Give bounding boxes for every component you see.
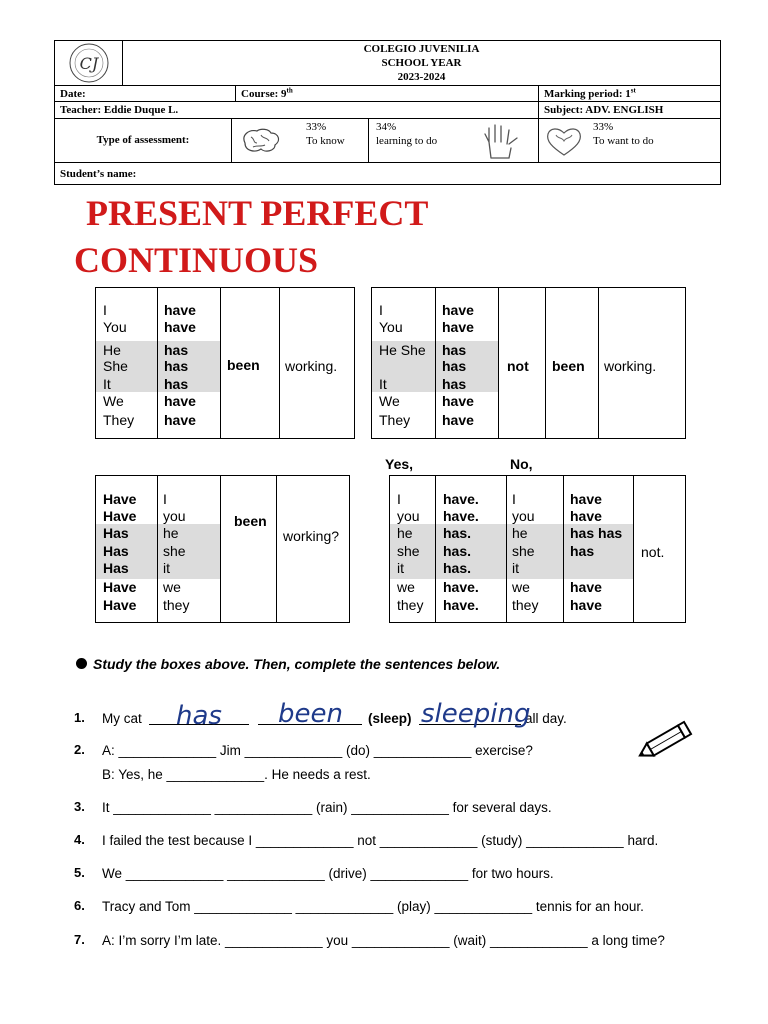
school-header — [54, 40, 721, 185]
subject: They — [103, 412, 135, 428]
yes-subject: it — [397, 560, 404, 576]
auxiliary: Have — [103, 597, 137, 613]
heart-icon — [544, 125, 584, 160]
school-title — [123, 41, 720, 85]
auxiliary: have — [442, 412, 474, 428]
col-divider — [506, 476, 507, 622]
svg-text:CJ: CJ — [79, 54, 99, 73]
subject: He — [103, 342, 121, 358]
no-auxiliary: have — [570, 579, 602, 595]
auxiliary: have — [164, 319, 196, 335]
subject: I — [163, 491, 167, 507]
auxiliary: has — [164, 342, 189, 358]
instruction: Study the boxes above. Then, complete the sentences below. — [76, 656, 500, 672]
hand-icon — [479, 122, 523, 163]
yes-subject: they — [397, 597, 424, 613]
auxiliary: Have — [103, 491, 137, 507]
col-divider — [563, 476, 564, 622]
col-divider — [498, 288, 499, 438]
subject: he — [163, 525, 179, 541]
sentence-1-end: all day. — [525, 711, 567, 726]
subject: She — [103, 358, 128, 374]
course-field: Course: 9th — [235, 86, 538, 101]
col-divider — [157, 288, 158, 438]
verb-working-question: working? — [283, 528, 340, 544]
header-row-teacher — [55, 101, 720, 118]
subject: we — [163, 579, 181, 595]
auxiliary: have — [164, 393, 196, 409]
subject: You — [379, 319, 403, 335]
auxiliary: Have — [103, 508, 137, 524]
subject: They — [379, 412, 411, 428]
want-text: To want to do — [593, 135, 654, 147]
no-label: No, — [510, 456, 533, 472]
no-auxiliary: has has — [570, 525, 623, 541]
been-word: been — [552, 358, 585, 374]
pencil-icon — [634, 718, 696, 769]
subject: it — [163, 560, 170, 576]
yes-subject: he — [397, 525, 413, 541]
date-field: Date: — [60, 88, 86, 100]
yes-auxiliary: has. — [443, 560, 472, 576]
no-subject: you — [512, 508, 535, 524]
no-subject: it — [512, 560, 519, 576]
subject: He She — [379, 342, 426, 358]
subject: I — [103, 302, 107, 318]
assessment-label: Type of assessment: — [96, 134, 190, 146]
no-subject: we — [512, 579, 530, 595]
item-number: 1. — [74, 710, 85, 725]
brain-icon — [239, 127, 281, 158]
col-divider — [157, 476, 158, 622]
subject: she — [163, 543, 186, 559]
subject: We — [379, 393, 400, 409]
verb-hint: (sleep) — [368, 711, 412, 726]
yes-subject: we — [397, 579, 415, 595]
sentence[interactable]: We _____________ _____________ (drive) _____________ for two hours. — [102, 866, 554, 881]
yes-label: Yes, — [385, 456, 414, 472]
col-divider — [220, 476, 221, 622]
handwritten-answer: has — [176, 701, 222, 731]
no-subject: they — [512, 597, 539, 613]
item-number: 3. — [74, 799, 85, 814]
assessment-learn — [368, 119, 538, 162]
col-divider — [598, 288, 599, 438]
sentence[interactable]: B: Yes, he _____________. He needs a rest. — [102, 767, 371, 782]
col-divider — [276, 476, 277, 622]
item-number: 4. — [74, 832, 85, 847]
school-year-label: SCHOOL YEAR — [381, 57, 462, 69]
school-year: 2023-2024 — [397, 71, 446, 83]
subject: It — [379, 376, 387, 392]
short-answers-table — [389, 475, 686, 623]
auxiliary: have — [442, 302, 474, 318]
been-word: been — [234, 513, 267, 529]
sentence[interactable]: A: I’m sorry I’m late. _____________ you _____________ (wait) _____________ a long time? — [102, 933, 665, 948]
item-number: 2. — [74, 742, 85, 757]
sentence[interactable]: A: _____________ Jim _____________ (do) _____________ exercise? — [102, 743, 533, 758]
want-percent: 33% — [593, 121, 614, 133]
auxiliary: have — [442, 393, 474, 409]
no-subject: I — [512, 491, 516, 507]
col-divider — [220, 288, 221, 438]
header-row-student — [55, 162, 720, 185]
auxiliary: have — [164, 412, 196, 428]
subject: you — [163, 508, 186, 524]
auxiliary: Has — [103, 525, 129, 541]
subject: It — [103, 376, 111, 392]
auxiliary: has — [164, 376, 189, 392]
assessment-want — [538, 119, 720, 162]
yes-subject: she — [397, 543, 420, 559]
auxiliary: have — [442, 319, 474, 335]
student-name-field: Student’s name: — [60, 168, 137, 180]
question-table — [95, 475, 350, 623]
not-word: not. — [641, 544, 665, 560]
auxiliary: has — [442, 358, 467, 374]
bullet-icon — [76, 658, 87, 669]
col-divider — [279, 288, 280, 438]
col-divider — [435, 476, 436, 622]
subject-field: Subject: ADV. ENGLISH — [538, 102, 720, 118]
sentence[interactable]: I failed the test because I _____________ not _____________ (study) _____________ hard. — [102, 833, 659, 848]
col-divider — [545, 288, 546, 438]
auxiliary: Have — [103, 579, 137, 595]
learn-percent: 34% — [376, 121, 397, 133]
school-name: COLEGIO JUVENILIA — [363, 43, 480, 55]
sentence[interactable]: It _____________ _____________ (rain) _____________ for several days. — [102, 800, 552, 815]
no-auxiliary: have — [570, 508, 602, 524]
col-divider — [633, 476, 634, 622]
affirmative-table — [95, 287, 355, 439]
handwritten-answer: been — [278, 699, 343, 729]
marking-period-field: Marking period: 1st — [538, 86, 720, 101]
yes-subject: you — [397, 508, 420, 524]
learn-text: learning to do — [376, 135, 438, 147]
handwritten-answer: sleeping — [421, 699, 531, 729]
item-number: 6. — [74, 898, 85, 913]
yes-auxiliary: have. — [443, 491, 479, 507]
subject: We — [103, 393, 124, 409]
item-number: 7. — [74, 932, 85, 947]
no-subject: she — [512, 543, 535, 559]
yes-auxiliary: have. — [443, 597, 479, 613]
negative-table — [371, 287, 686, 439]
know-text: To know — [306, 135, 345, 147]
not-word: not — [507, 358, 529, 374]
auxiliary: Has — [103, 543, 129, 559]
auxiliary: has — [442, 342, 467, 358]
header-row-date — [55, 85, 720, 101]
auxiliary: have — [164, 302, 196, 318]
yes-auxiliary: has. — [443, 525, 472, 541]
verb-working: working. — [604, 358, 657, 374]
verb-working: working. — [285, 358, 338, 374]
no-auxiliary: have — [570, 597, 602, 613]
know-percent: 33% — [306, 121, 327, 133]
title-line-2: CONTINUOUS — [74, 240, 319, 280]
auxiliary: has — [164, 358, 189, 374]
been-word: been — [227, 357, 260, 373]
no-subject: he — [512, 525, 528, 541]
yes-auxiliary: have. — [443, 508, 479, 524]
auxiliary: Has — [103, 560, 129, 576]
title-line-1: PRESENT PERFECT — [86, 193, 429, 233]
school-logo — [55, 41, 123, 85]
no-auxiliary: has — [570, 543, 595, 559]
subject: You — [103, 319, 127, 335]
col-divider — [435, 288, 436, 438]
subject: I — [379, 302, 383, 318]
sentence[interactable]: Tracy and Tom _____________ _____________ (play) _____________ tennis for an hour. — [102, 899, 644, 914]
teacher-field: Teacher: Eddie Duque L. — [60, 104, 179, 116]
header-row-assessment — [55, 118, 720, 162]
item-number: 5. — [74, 865, 85, 880]
yes-auxiliary: has. — [443, 543, 472, 559]
subject: they — [163, 597, 190, 613]
auxiliary: has — [442, 376, 467, 392]
yes-auxiliary: have. — [443, 579, 479, 595]
sentence-1-start: My cat — [102, 711, 142, 726]
assessment-know — [231, 119, 368, 162]
no-auxiliary: have — [570, 491, 602, 507]
yes-subject: I — [397, 491, 401, 507]
